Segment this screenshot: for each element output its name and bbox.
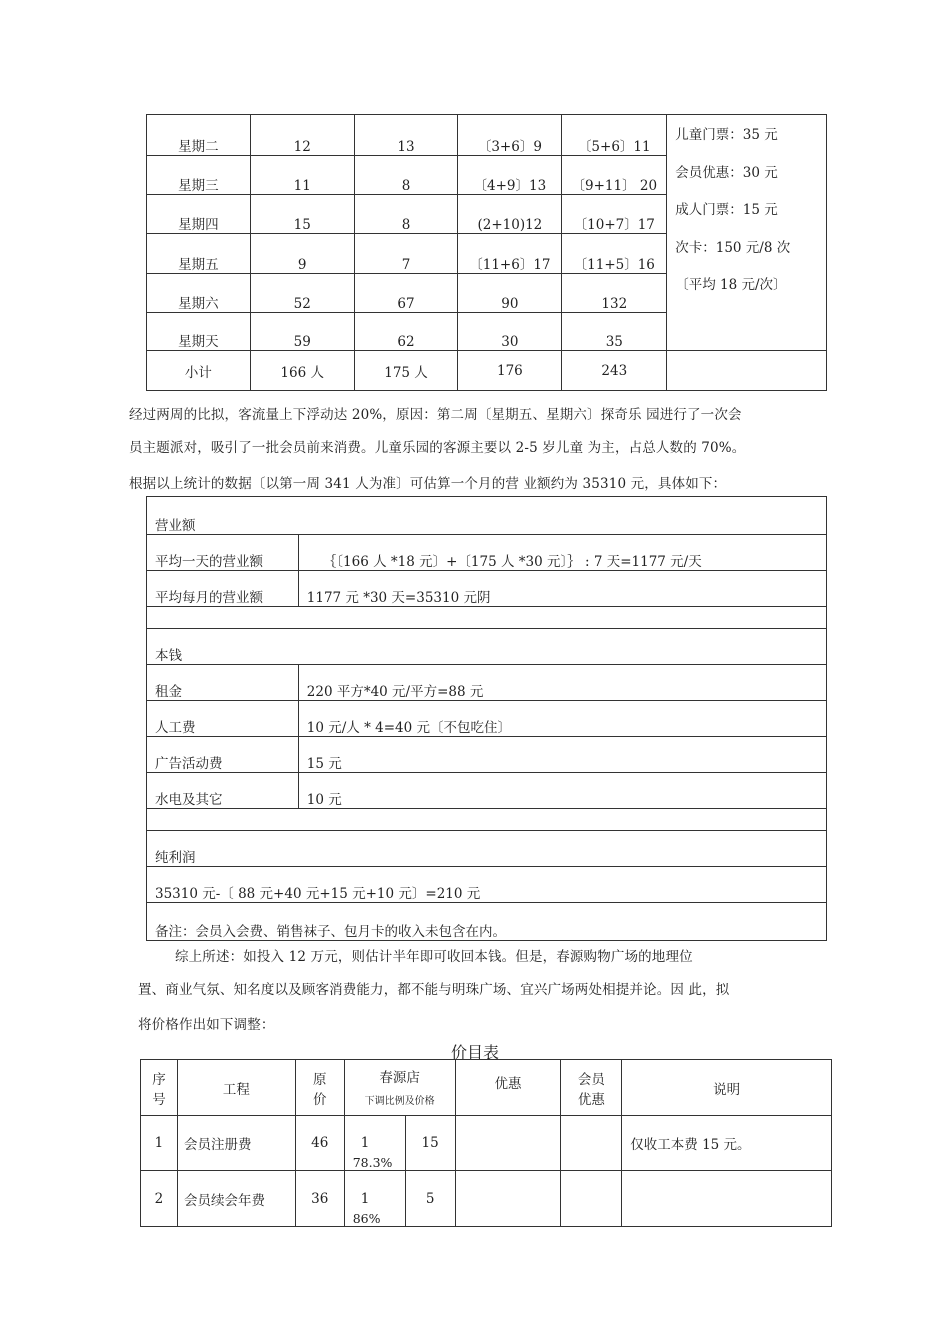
cost-header: 本钱 [147,629,827,665]
note-cell [622,1171,832,1227]
value-cell: 9 [250,234,354,274]
side-note: 次卡：150 元/8 次 [675,239,791,256]
ratio-cell: 1 86% [344,1171,405,1227]
profit-header: 纯利润 [147,831,827,867]
item-cell: 会员续会年费 [177,1171,295,1227]
labor-value: 10 元/人 * 4=40 元〔不包吃住〕 [298,701,826,737]
finance-table [146,496,827,941]
value-cell: 〔11+5〕16 [562,234,667,274]
side-note: 儿童门票：35 元 [675,127,778,143]
value-cell: 62 [354,313,458,351]
value-cell: 30 [458,313,562,351]
rent-value: 220 平方*40 元/平方=88 元 [298,665,826,701]
ad-value: 15 元 [298,737,826,773]
ad-label: 广告活动费 [147,737,299,773]
value-cell: 176 [458,351,562,391]
store-header [344,1060,455,1116]
monthly-revenue-value: 1177 元 *30 天=35310 元阴 [298,571,826,607]
side-note: 成人门票：15 元 [675,202,778,218]
table-row [141,1171,832,1227]
orig-price-header: 原 价 [295,1060,344,1116]
utility-label: 水电及其它 [147,773,299,809]
orig-price-cell: 46 [295,1116,344,1171]
discount-cell [455,1171,561,1227]
adjusted-price-cell: 5 [405,1171,455,1227]
member-discount-cell [561,1116,622,1171]
paragraph-line: 置、商业气氛、知名度以及顾客消费能力，都不能与明珠广场、宜兴广场两处相提并论。因 此，拟 [138,982,730,998]
remark: 备注：会员入会费、销售袜子、包月卡的收入未包含在内。 [147,903,827,941]
paragraph-line: 经过两周的比拟，客流量上下浮动达 20%，原因：第二周〔星期五、星期六〕探奇乐 园进行了一次会 [129,407,742,423]
store-subheader: 下调比例及价格 [364,1096,435,1107]
side-note: 〔平均 18 元/次〕 [675,277,787,293]
adjusted-price-cell: 15 [405,1116,455,1171]
subtotal-row [147,351,827,391]
daily-revenue-label: 平均一天的营业额 [147,535,299,571]
no-cell: 2 [141,1171,178,1227]
value-cell: 35 [562,313,667,351]
note-cell: 仅收工本费 15 元。 [622,1116,832,1171]
empty-row [147,607,827,629]
value-cell: (2+10)12 [458,195,562,234]
price-table [140,1059,832,1227]
monthly-revenue-label: 平均每月的营业额 [147,571,299,607]
price-table-caption: 价目表 [450,1043,499,1062]
value-cell: 243 [562,351,667,391]
value-cell: 52 [250,274,354,313]
empty-cell [667,351,827,391]
day-cell: 星期六 [147,274,251,313]
day-cell: 星期二 [147,115,251,156]
no-header: 序 号 [141,1060,178,1116]
day-cell: 星期五 [147,234,251,274]
revenue-header: 营业额 [147,497,827,535]
labor-label: 人工费 [147,701,299,737]
discount-cell [455,1116,561,1171]
paragraph-line: 将价格作出如下调整： [138,1017,275,1033]
orig-price-cell: 36 [295,1171,344,1227]
value-cell: 8 [354,195,458,234]
value-cell: 〔4+9〕13 [458,156,562,195]
visitor-stats-table [146,114,827,391]
daily-revenue-value: ｛〔166 人 *18 元〕+〔175 人 *30 元〕｝ : 7 天=1177 元/天 [298,535,826,571]
value-cell: 〔10+7〕17 [562,195,667,234]
value-cell: 12 [250,115,354,156]
paragraph-line: 员主题派对，吸引了一批会员前来消费。儿童乐园的客源主要以 2-5 岁儿童 为主，占总人数的 70%。 [129,440,746,456]
value-cell: 〔9+11〕 20 [562,156,667,195]
no-cell: 1 [141,1116,178,1171]
header-row [141,1060,832,1116]
price-side-notes [667,115,827,351]
day-cell: 星期四 [147,195,251,234]
ratio-cell: 1 78.3% [344,1116,405,1171]
table-row [141,1116,832,1171]
value-cell: 15 [250,195,354,234]
value-cell: 11 [250,156,354,195]
value-cell: 59 [250,313,354,351]
value-cell: 7 [354,234,458,274]
value-cell: 132 [562,274,667,313]
rent-label: 租金 [147,665,299,701]
member-discount-header: 会员 优惠 [561,1060,622,1116]
side-note: 会员优惠：30 元 [675,164,778,181]
utility-value: 10 元 [298,773,826,809]
value-cell: 13 [354,115,458,156]
item-header: 工程 [177,1060,295,1116]
item-cell: 会员注册费 [177,1116,295,1171]
table-row [147,115,827,156]
value-cell: 67 [354,274,458,313]
day-cell: 星期天 [147,313,251,351]
value-cell: 〔5+6〕11 [562,115,667,156]
note-header: 说明 [622,1060,832,1116]
value-cell: 166 人 [250,351,354,391]
day-cell: 星期三 [147,156,251,195]
value-cell: 〔11+6〕17 [458,234,562,274]
discount-header: 优惠 [455,1060,561,1116]
value-cell: 〔3+6〕9 [458,115,562,156]
empty-row [147,809,827,831]
paragraph-line: 根据以上统计的数据〔以第一周 341 人为准〕可估算一个月的营 业额约为 35310 元，具体如下： [129,476,727,492]
store-name: 春源店 [379,1070,420,1086]
profit-value: 35310 元-〔 88 元+40 元+15 元+10 元〕=210 元 [147,867,827,903]
value-cell: 175 人 [354,351,458,391]
subtotal-label: 小计 [147,351,251,391]
value-cell: 90 [458,274,562,313]
paragraph-line: 综上所述：如投入 12 万元，则估计半年即可收回本钱。但是，春源购物广场的地理位 [175,949,693,965]
value-cell: 8 [354,156,458,195]
member-discount-cell [561,1171,622,1227]
